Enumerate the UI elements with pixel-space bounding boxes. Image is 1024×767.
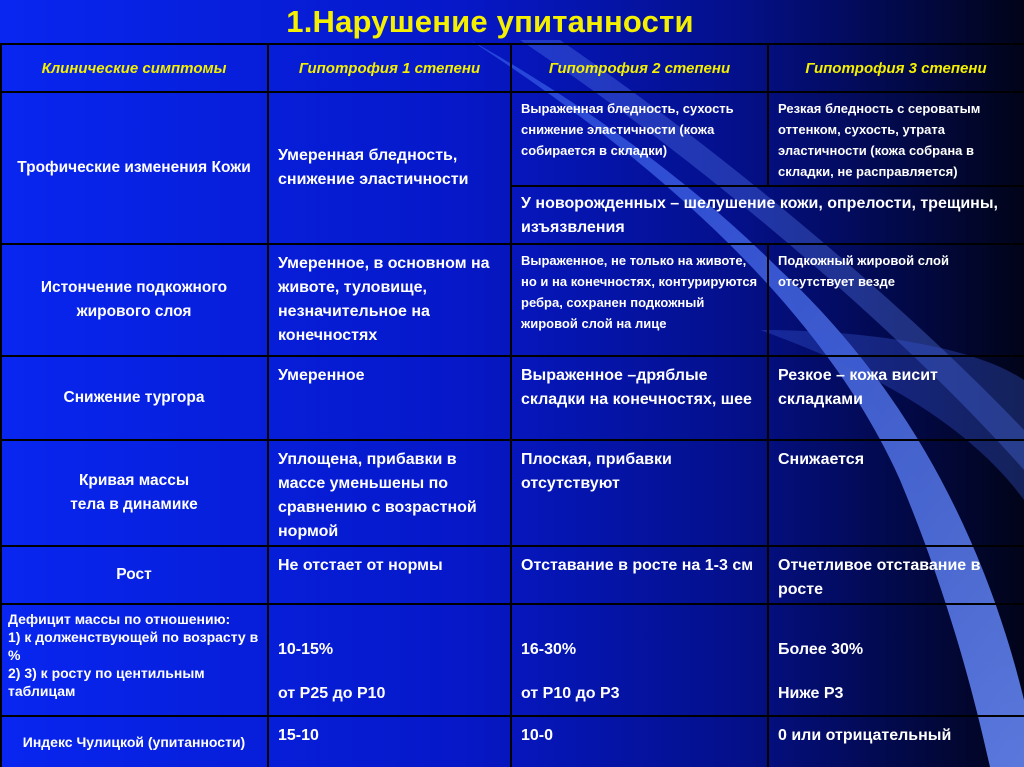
curve-grade-3: Снижается xyxy=(778,451,865,468)
deficit-line-2: 2) 3) к росту по центильным таблицам xyxy=(8,665,205,699)
symptom-weight-curve: Кривая массы тела в динамике xyxy=(70,472,198,513)
deficit-grade-2 xyxy=(511,604,768,716)
deficit-grade-1-centile: от Р25 до Р10 xyxy=(278,685,386,702)
growth-grade-2: Отставание в росте на 1-3 см xyxy=(521,557,754,574)
turgor-grade-1: Умеренное xyxy=(278,367,365,384)
symptom-chulitskaya-index: Индекс Чулицкой (упитанности) xyxy=(22,733,246,750)
growth-grade-3: Отчетливое отставание в росте xyxy=(778,557,981,598)
index-grade-3: 0 или отрицательный xyxy=(778,727,952,744)
growth-grade-1: Не отстает от нормы xyxy=(278,557,443,574)
header-symptoms: Клинические симптомы xyxy=(41,59,227,77)
skin-grade-3: Резкая бледность с сероватым оттенком, сухость, утрата эластичности (кожа собрана в складки, не расправляется) xyxy=(778,101,981,179)
skin-grade-1: Умеренная бледность, снижение эластичности xyxy=(278,147,469,188)
deficit-grade-3-percent: Более 30% xyxy=(778,641,864,658)
turgor-grade-2: Выраженное –дряблые складки на конечностях, шее xyxy=(521,367,752,408)
turgor-grade-3: Резкое – кожа висит складками xyxy=(778,367,938,408)
fat-grade-2: Выраженное, не только на животе, но и на конечностях, контурируются ребра, сохранен подкожный жировой слой на лице xyxy=(521,253,758,331)
deficit-grade-3 xyxy=(768,604,1024,716)
curve-grade-2: Плоская, прибавки отсутствуют xyxy=(521,451,672,492)
deficit-grade-3-centile: Ниже Р3 xyxy=(778,685,844,702)
deficit-title: Дефицит массы по отношению: xyxy=(8,611,231,627)
header-grade-1: Гипотрофия 1 степени xyxy=(298,59,481,77)
symptom-growth: Рост xyxy=(116,566,152,583)
fat-grade-1: Умеренное, в основном на животе, туловище, незначительное на конечностях xyxy=(278,255,490,344)
deficit-grade-1 xyxy=(268,604,511,716)
symptom-turgor: Снижение тургора xyxy=(63,389,205,406)
skin-grade-2: Выраженная бледность, сухость снижение эластичности (кожа собирается в складки) xyxy=(521,101,734,158)
index-grade-1: 15-10 xyxy=(278,727,319,744)
symptom-fat: Истончение подкожного жирового слоя xyxy=(40,279,228,320)
symptom-mass-deficit xyxy=(0,604,268,716)
deficit-grade-1-percent: 10-15% xyxy=(278,641,334,658)
fat-grade-3: Подкожный жировой слой отсутствует везде xyxy=(778,253,949,289)
deficit-grade-2-centile: от Р10 до Р3 xyxy=(521,685,620,702)
header-grade-2: Гипотрофия 2 степени xyxy=(548,59,731,77)
symptom-skin: Трофические изменения Кожи xyxy=(17,159,251,176)
index-grade-2: 10-0 xyxy=(521,727,554,744)
curve-grade-1: Уплощена, прибавки в массе уменьшены по сравнению с возрастной нормой xyxy=(278,451,477,540)
slide-title: 1.Нарушение упитанности xyxy=(286,4,694,39)
skin-newborn-note: У новорожденных – шелушение кожи, опрелости, трещины, изъязвления xyxy=(521,195,998,236)
header-grade-3: Гипотрофия 3 степени xyxy=(805,59,987,77)
deficit-line-1: 1) к долженствующей по возрасту в % xyxy=(8,629,259,663)
deficit-grade-2-percent: 16-30% xyxy=(521,641,577,658)
